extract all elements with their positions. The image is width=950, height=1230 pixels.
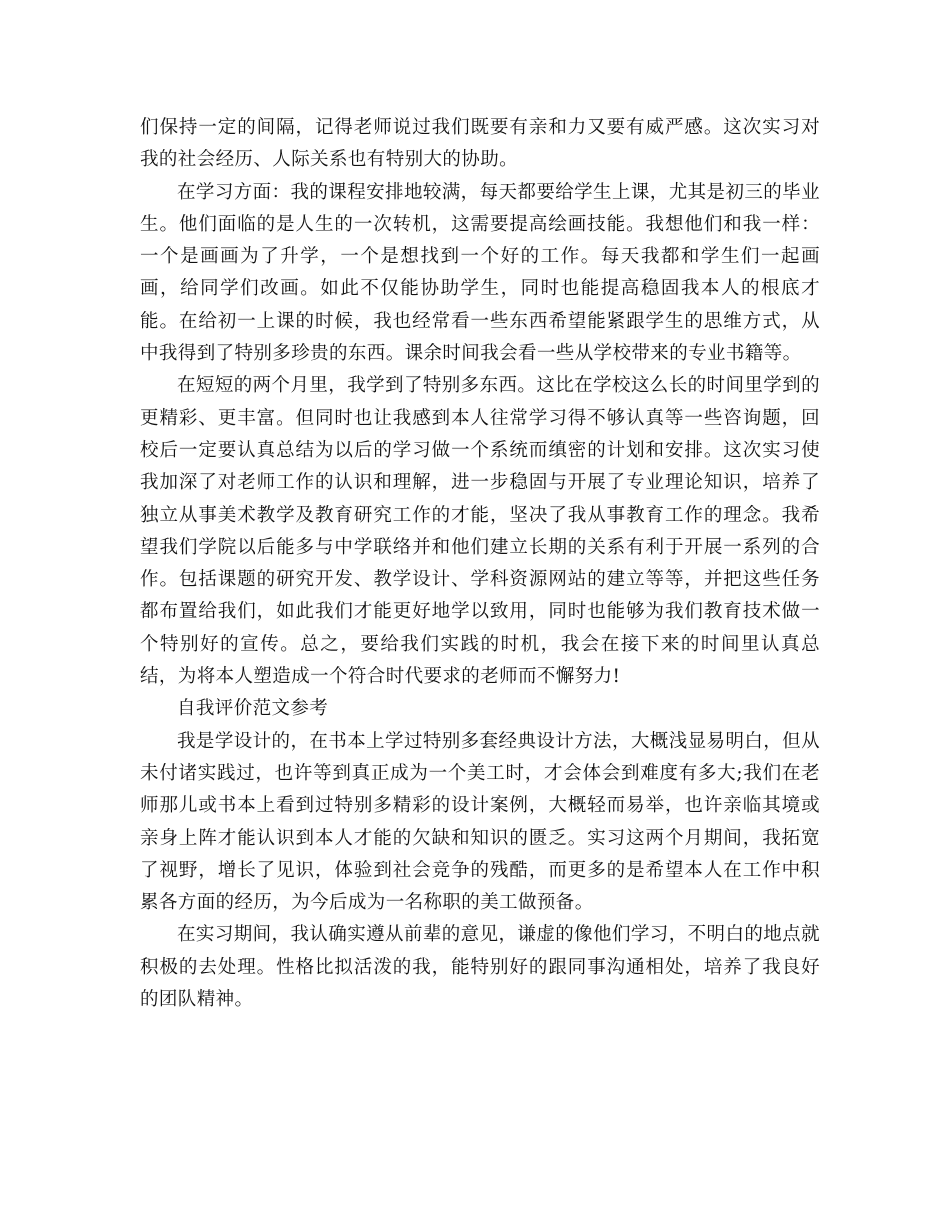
paragraph-two-months: 在短短的两个月里，我学到了特别多东西。这比在学校这么长的时间里学到的更精彩、更丰富。但同时也让我感到本人往常学习得不够认真等一些咨询题，回校后一定要认真总结为以后的学习做一个系统而缜密的计划和安排。这次实习使我加深了对老师工作的认识和理解，进一步稳固与开展了专业理论知识，培养了独立从事美术教学及教育研究工作的才能，坚决了我从事教育工作的理念。我希望我们学院以后能多与中学联络并和他们建立长期的关系有利于开展一系列的合作。包括课题的研究开发、教学设计、学科资源网站的建立等等，并把这些任务都布置给我们，如此我们才能更好地学以致用，同时也能够为我们教育技术做一个特别好的宣传。总之，要给我们实践的时机，我会在接下来的时间里认真总结，为将本人塑造成一个符合时代要求的老师而不懈努力! [140, 375, 820, 688]
paragraph-study: 在学习方面：我的课程安排地较满，每天都要给学生上课，尤其是初三的毕业生。他们面临的是人生的一次转机，这需要提高绘画技能。我想他们和我一样：一个是画画为了升学，一个是想找到一个好的工作。每天我都和学生们一起画画，给同学们改画。如此不仅能协助学生，同时也能提高稳固我本人的根底才能。在给初一上课的时候，我也经常看一些东西希望能紧跟学生的思维方式，从中我得到了特别多珍贵的东西。课余时间我会看一些从学校带来的专业书籍等。 [140, 181, 820, 365]
document-body [140, 112, 820, 1016]
paragraph-design: 我是学设计的，在书本上学过特别多套经典设计方法，大概浅显易明白，但从未付诸实践过，也许等到真正成为一个美工时，才会体会到难度有多大;我们在老师那儿或书本上看到过特别多精彩的设计案例，大概轻而易举，也许亲临其境或亲身上阵才能认识到本人才能的欠缺和知识的匮乏。实习这两个月期间，我拓宽了视野，增长了见识，体验到社会竞争的残酷，而更多的是希望本人在工作中积累各方面的经历，为今后成为一名称职的美工做预备。 [140, 730, 820, 914]
paragraph-internship: 在实习期间，我认确实遵从前辈的意见，谦虚的像他们学习，不明白的地点就积极的去处理。性格比拟活泼的我，能特别好的跟同事沟通相处，培养了我良好的团队精神。 [140, 924, 820, 1011]
section-heading: 自我评价范文参考 [177, 698, 329, 720]
paragraph-continuation: 们保持一定的间隔，记得老师说过我们既要有亲和力又要有威严感。这次实习对我的社会经历、人际关系也有特别大的协助。 [140, 117, 820, 171]
